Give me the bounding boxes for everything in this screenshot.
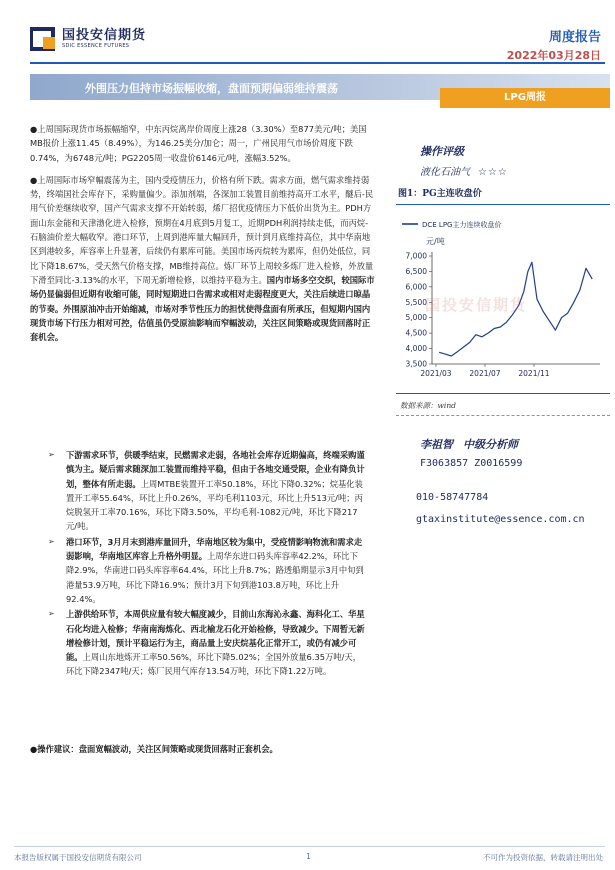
arrow-bullet-icon: ➢: [48, 609, 55, 619]
sector-tag: LPG周报: [440, 88, 610, 108]
analyst-id-2: Z0016599: [474, 458, 523, 469]
page-number: 1: [306, 852, 311, 861]
segment-lead: 上游供给环节，: [66, 609, 125, 620]
analyst-email[interactable]: gtaxinstitute@essence.com.cn: [416, 514, 585, 525]
y-tick-label: 7,000: [405, 251, 427, 261]
list-item: [48, 607, 366, 678]
y-tick-label: 4,000: [405, 344, 427, 354]
y-tick-label: 6,000: [405, 282, 427, 292]
analyst-ids: [420, 458, 522, 469]
figure-title: 图1：PG主连收盘价: [398, 189, 482, 199]
segment-lead: 下游需求环节，: [66, 450, 125, 460]
report-date: 2022年03月28日: [506, 49, 601, 62]
source-divider: [396, 393, 610, 394]
logo-icon: [30, 27, 56, 51]
logo-name-en: SDIC ESSENCE FUTURES: [62, 43, 130, 49]
x-tick-label: 2021/03: [420, 369, 452, 378]
rating-stars-icon: ☆☆☆: [478, 167, 508, 178]
segment-highlight: 3月月末到港库量回升，华南地区较为集中，受疫情影响物流和需求走弱影响，华南地区库容上升格外明显。: [66, 536, 363, 562]
analysis-conclusion: 国内市场多空交织，较国际市场仍显偏弱但近期有收缩可能，同时短期进口告需求或相对走弱程度更大，关注后续进口晾晶的节奏。外围原油冲击开始缩减，市场对季节性压力的担忧使得盘面有所承压，但短期内国内现货市场下行压力相对可控，估值虽仍受原油影响而窄幅波动，关注区间策略或现货回落时正套机会。: [30, 274, 375, 343]
footer-copyright: 本报告版权属于国投安信期货有限公司: [14, 853, 142, 862]
y-tick-label: 3,500: [405, 359, 427, 369]
y-tick-label: 4,500: [405, 328, 427, 338]
summary-paragraph: ●上周国际现货市场振幅缩窄，中东丙烷离岸价周度上涨28（3.30%）至877美元/吨；美国MB报价上涨11.45（8.49%），为146.25美分/加仑；周一，广州民用气市场价周度下跌0.74%，为6748元/吨；PG2205周一收盘价6146元/吨，涨幅3.52%。: [30, 124, 367, 163]
segment-list: [48, 448, 366, 680]
segment-highlight: 本周供应量有较大幅度减少，目前山东海沁永鑫、海科化工、华星石化均进入检修；华南南海炼化、西北榆龙石化开始检修，导致减少。下周暂无新增检修计划，预计平稳运行为主，商品量上安庆烷基化正常开工，或仍有减少可能。: [66, 609, 365, 663]
segment-lead: 港口环节，: [66, 536, 108, 547]
data-source: 数据来源：wind: [400, 401, 456, 410]
analyst-title: 中级分析师: [463, 438, 518, 451]
analyst-phone: 010-58747784: [416, 492, 489, 503]
report-headline: 外围压力但持市场振幅收缩，盘面预期偏弱维持震荡: [85, 82, 338, 95]
legend-label: DCE LPG主力连续收盘价: [422, 221, 502, 229]
segment-detail: 上周MTBE装置开工率50.18%，环比下降0.32%；烷基化装置开工率55.64%，环比上升0.26%，平均毛利1103元，环比上升513元/吨；丙烷脱氢开工率70.16%，环比下降3.50%，平均毛利-1082元/吨，环比下降217元/吨。: [66, 478, 363, 532]
analyst-name: 李祖智: [420, 438, 453, 451]
watermark: 国投安信期货: [425, 296, 528, 314]
list-item: [48, 535, 366, 606]
arrow-bullet-icon: ➢: [48, 450, 55, 459]
x-tick-label: 2021/11: [518, 369, 550, 378]
header-divider: [30, 62, 605, 64]
segment-detail: 上周山东地炼开工率50.56%，环比下降5.02%；全国外放量6.35万吨/天，环比下降2347吨/天；炼厂民用气库存13.54万吨，环比下降1.22万吨。: [66, 652, 361, 677]
segment-highlight: 供暖季结束，民燃需求走弱，各地社会库存近期偏高，终端采购谨慎为主。疑后需求随深加工装置而维持平稳，但由于各地交通受限，企业有降负计划，整体有所走弱。: [66, 450, 365, 489]
analyst-id-1: F3063857: [420, 458, 469, 469]
segment-detail: 上周华东进口码头库容率42.2%，环比下降2.9%，华南进口码头库容率64.4%，环比上升8.7%；路透船期显示3月中旬到港量53.9万吨，环比下降16.9%；预计3月下旬到港103.8万吨，环比上升92.4%。: [66, 551, 364, 604]
unit-label: 元/吨: [426, 237, 445, 246]
trading-advice: ●操作建议：盘面宽幅波动，关注区间策略或现货回落时正套机会。: [30, 744, 278, 754]
footer-divider: [14, 846, 605, 847]
rating-item: 液化石油气: [420, 167, 470, 178]
analyst-name-row: [420, 436, 518, 452]
x-tick-label: 2021/07: [469, 369, 501, 378]
dashed-divider: [396, 415, 610, 416]
list-item: [48, 448, 366, 534]
y-tick-label: 5,500: [405, 297, 427, 307]
y-tick-label: 6,500: [405, 266, 427, 276]
main-text: [30, 122, 375, 344]
y-tick-label: 5,000: [405, 313, 427, 323]
report-type: 周度报告: [548, 30, 601, 45]
company-logo: [30, 26, 190, 52]
logo-name-cn: 国投安信期货: [62, 28, 147, 43]
rating-row: [420, 163, 508, 178]
analysis-text: ●上周国际市场窄幅震荡为主，国内受疫情压力，价格有所下跌。需求方面，燃气需求维持弱势，终端国社会库存下，采购量偏少。添加剂端，各深加工装置目前维持高开工水平，醚后-民用气价差继续收窄，国产气需求支撑不开始转弱，烯厂招优疫情压力下低价出货为主。PDH方面山东金能和天津渤化进入检修，预期在4月底到5月复工，近期PDH利润持续走低，而丙烷-石脑油价差大幅收窄。港口环节，上周到港库量大幅回升，预计到月底维持高位，其中华南地区到港较多，库容率上升显著，后续仍有累库可能。美国市场丙烷转为累库，但仍处低位，同比下降18.67%，受天然气价格支撑，MB维持高位。炼厂环节上周较多炼厂进入检修，外放量下滑至同比-3.13%的水平，下周无新增检修，以维持平稳为主。: [30, 174, 374, 285]
arrow-bullet-icon: ➢: [48, 536, 55, 546]
footer-disclaimer: 不可作为投资依据，转载请注明出处: [483, 853, 603, 862]
rating-title: 操作评级: [420, 145, 464, 158]
analysis-paragraph: [30, 173, 375, 345]
figure-divider: [396, 204, 610, 205]
